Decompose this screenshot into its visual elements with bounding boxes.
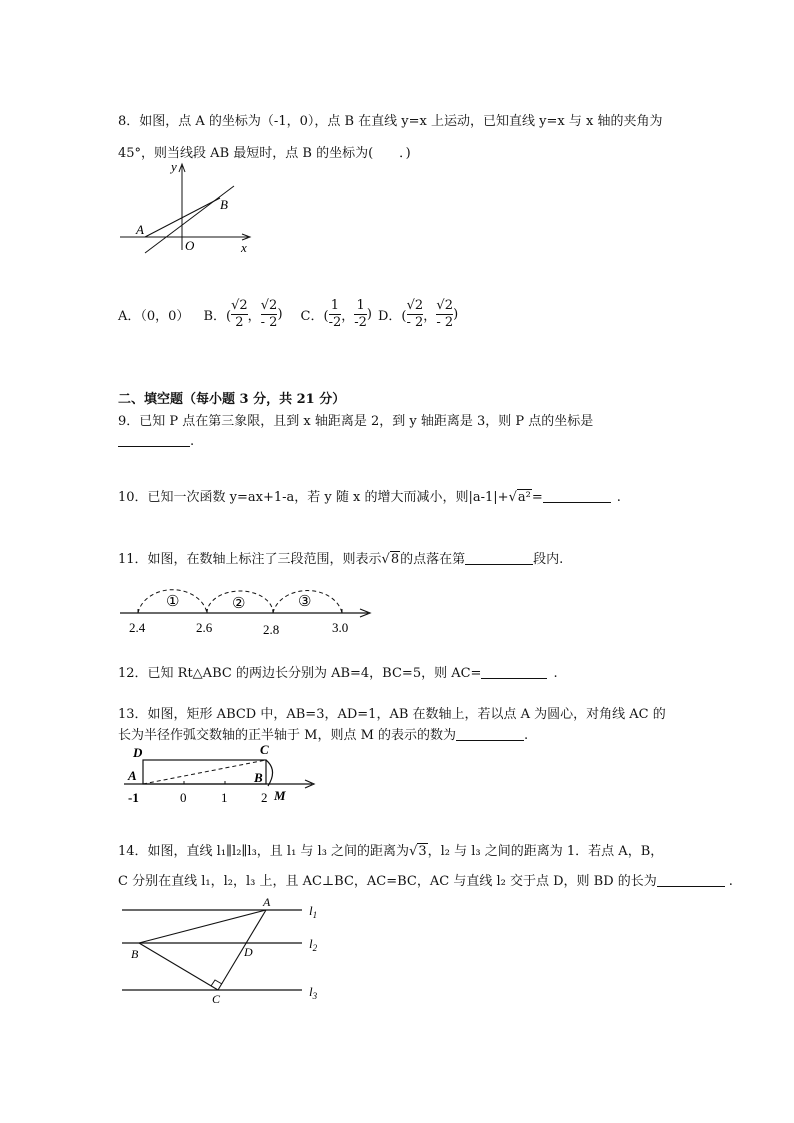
q8-options [118,292,458,336]
option-d-sep: ， [423,308,437,324]
label-a: A [136,222,144,237]
q10-text-b: = [531,490,543,505]
option-d-num1: √2 [406,297,424,313]
label-c: C [212,992,221,1006]
option-b-frac2 [261,298,278,331]
label-a: A [263,895,271,909]
label-b: B [254,770,263,785]
label-x: x [241,240,247,255]
label-l2-sub: 2 [312,943,318,953]
option-d-den1: - 2 [406,314,424,330]
segment-bc [139,943,218,990]
q14-text-line2 [118,870,733,889]
label-d: D [244,945,253,959]
tick-label-2: 2 [261,790,268,805]
q11-answer-blank[interactable] [465,550,533,565]
label-d: D [133,745,143,760]
option-c-prefix: C．( [300,308,329,324]
option-c-sep: ， [341,308,355,324]
label-3-0: 3.0 [332,620,349,635]
q11-radicand: 8 [390,552,400,567]
q8-figure [110,158,260,256]
q10-end: . [616,490,621,505]
label-2-8: 2.8 [263,622,280,636]
q14-text-line1 [118,840,663,859]
q14-end: . [728,874,733,889]
q8-text-line1: 8．如图，点 A 的坐标为（-1，0），点 B 在直线 y=x 上运动，已知直线 y=x 与 x 轴的夹角为 [118,114,663,129]
label-l2-letter: l [309,936,313,951]
label-l1 [309,903,317,920]
label-m: M [274,788,286,803]
option-b-prefix: B．( [203,308,232,324]
label-y: y [171,159,177,174]
option-b-sep: ， [247,308,261,324]
label-l3 [309,984,318,1001]
q10-text-a: 10．已知一次函数 y=ax+1-a，若 y 随 x 的增大而减小，则|a-1|+ [118,490,509,505]
option-c-num1: 1 [330,297,340,313]
q13-rectangle-figure [120,740,320,808]
q12-answer-blank[interactable] [481,664,547,679]
q10-sqrt: √a² [508,490,531,505]
label-l3-sub: 3 [312,991,318,1001]
option-b-suffix: ) [277,306,283,322]
q10-answer-blank[interactable] [543,488,611,503]
section2-title: 二、填空题（每小题 3 分，共 21 分） [118,392,346,407]
q11-sqrt: √8 [381,552,400,567]
segment-1-label: ① [166,594,180,610]
diagonal-ac [143,760,266,784]
q14-line2-main: C 分别在直线 l₁，l₂，l₃ 上，且 AC⊥BC，AC=BC，AC 与直线 l₂ 交于点 D，则 BD 的长为 [118,874,657,889]
arc-ac [266,760,273,786]
option-c-den2: -2 [354,314,367,330]
option-b-num1: √2 [231,297,248,313]
q9-answer-line [118,432,194,449]
tick-label-0: 0 [180,790,187,805]
q10-text [118,486,621,505]
segment-3-label: ③ [298,594,312,610]
label-2-4: 2.4 [129,620,146,635]
q13-text-line1: 13．如图，矩形 ABCD 中，AB=3，AD=1，AB 在数轴上，若以点 A 为圆心，对角线 AC 的 [118,707,666,722]
q11-number-line-figure [116,576,378,636]
q11-text-c: 段内. [533,552,564,567]
option-d-prefix: D．( [378,308,407,324]
label-c: C [260,742,269,757]
q14-sqrt: √3 [409,844,427,859]
option-b-den1: 2 [231,314,248,331]
option-d-frac2 [436,298,453,331]
q14-line1-a: 14．如图，直线 l₁∥l₂∥l₃，且 l₁ 与 l₃ 之间的距离为 [118,844,410,859]
q13-line2-main: 长为半径作弧交数轴的正半轴于 M，则点 M 的表示的数为 [118,728,457,743]
label-l1-sub: 1 [312,910,318,920]
label-l3-letter: l [309,984,313,999]
q14-answer-blank[interactable] [657,872,725,887]
label-b: B [220,197,228,212]
q9-answer-blank[interactable] [118,432,190,447]
segment-ab [139,910,266,943]
segment-ac [218,910,266,990]
q13-answer-blank[interactable] [456,726,524,741]
q10-radicand: a² [517,490,531,505]
option-c-suffix: ) [366,306,372,322]
option-c-frac2 [354,298,367,331]
option-b-frac1 [231,298,248,331]
tick-label-neg1: -1 [128,790,139,805]
q14-radicand: 3 [418,844,427,859]
option-d-den2: - 2 [436,314,454,330]
q12-end: . [553,666,558,681]
option-b-den2: - 2 [260,314,278,330]
q14-line1-b: ，l₂ 与 l₃ 之间的距离为 1．若点 A，B， [427,844,664,859]
option-b-num2: √2 [260,297,278,313]
q12-text [118,662,558,681]
label-a: A [128,768,137,783]
q9-end: . [190,434,195,449]
option-c-num2: 1 [356,297,365,313]
q11-text-b: 的点落在第 [400,552,466,567]
q13-end: . [524,728,529,743]
option-c-den1: -2 [328,314,342,330]
label-l1-letter: l [309,903,313,918]
label-l2 [309,936,318,953]
q12-text-main: 12．已知 Rt△ABC 的两边长分别为 AB=4，BC=5，则 AC= [118,666,482,681]
option-c-frac1 [329,298,342,331]
label-b: B [131,947,139,961]
option-d-frac1 [407,298,424,331]
q11-text-a: 11．如图，在数轴上标注了三段范围，则表示 [118,552,382,567]
q9-text: 9．已知 P 点在第三象限，且到 x 轴距离是 2，到 y 轴距离是 3，则 P 点的坐标是 [118,414,594,429]
option-d-suffix: ) [453,306,459,322]
label-2-6: 2.6 [196,620,213,635]
q8-text-line2: 45°，则当线段 AB 最短时，点 B 的坐标为( ．) [118,146,411,161]
segment-2-label: ② [232,596,246,612]
label-o: O [185,238,195,253]
tick-label-1: 1 [221,790,228,805]
q11-text [118,548,563,567]
option-d-num2: √2 [436,297,453,313]
option-a: A．（0，0） [118,308,190,324]
q14-parallel-lines-figure [116,892,346,1010]
